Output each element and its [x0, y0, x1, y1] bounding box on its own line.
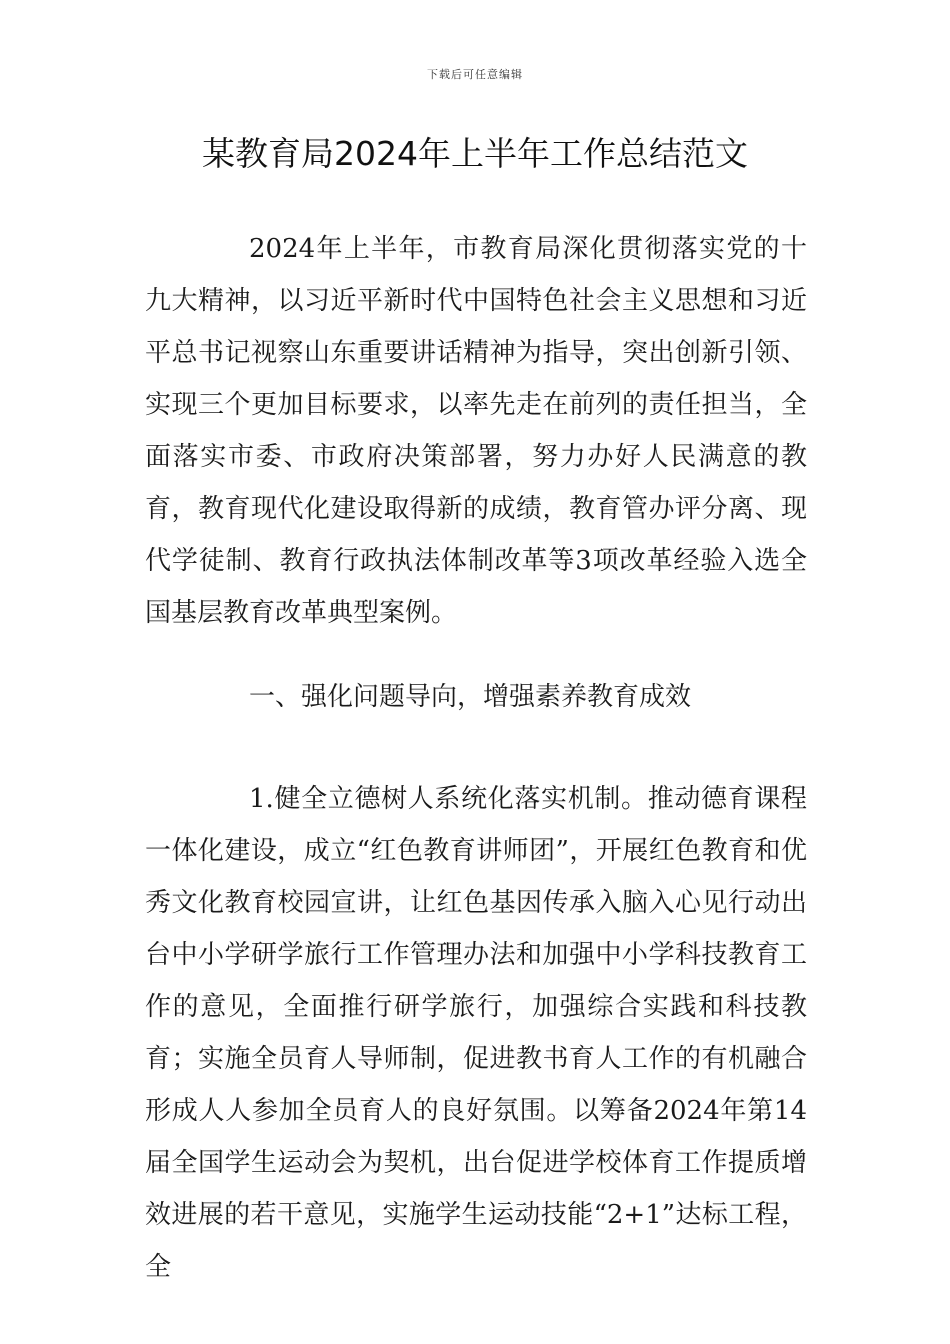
item-paragraph-1: 1.健全立德树人系统化落实机制。推动德育课程一体化建设，成立“红色教育讲师团”，开展红色教育和优秀文化教育校园宣讲，让红色基因传承入脑入心见行动出台中小学研学旅行工作管理办法和加强中小学科技教育工作的意见，全面推行研学旅行，加强综合实践和科技教育；实施全员育人导师制，促进教书育人工作的有机融合形成人人参加全员育人的良好氛围。以筹备2024年第14届全国学生运动会为契机，出台促进学校体育工作提质增效进展的若干意见，实施学生运动技能“2+1”达标工程，全: [145, 784, 807, 1282]
intro-paragraph: 2024年上半年，市教育局深化贯彻落实党的十九大精神，以习近平新时代中国特色社会主义思想和习近平总书记视察山东重要讲话精神为指导，突出创新引领、实现三个更加目标要求，以率先走在前列的责任担当，全面落实市委、市政府决策部署，努力办好人民满意的教育，教育现代化建设取得新的成绩，教育管办评分离、现代学徒制、教育行政执法体制改革等3项改革经验入选全国基层教育改革典型案例。: [145, 234, 807, 628]
document-title: 某教育局2024年上半年工作总结范文: [202, 134, 748, 173]
header-note: 下载后可任意编辑: [427, 68, 523, 81]
section-heading-1: 一、强化问题导向，增强素养教育成效: [249, 682, 692, 712]
